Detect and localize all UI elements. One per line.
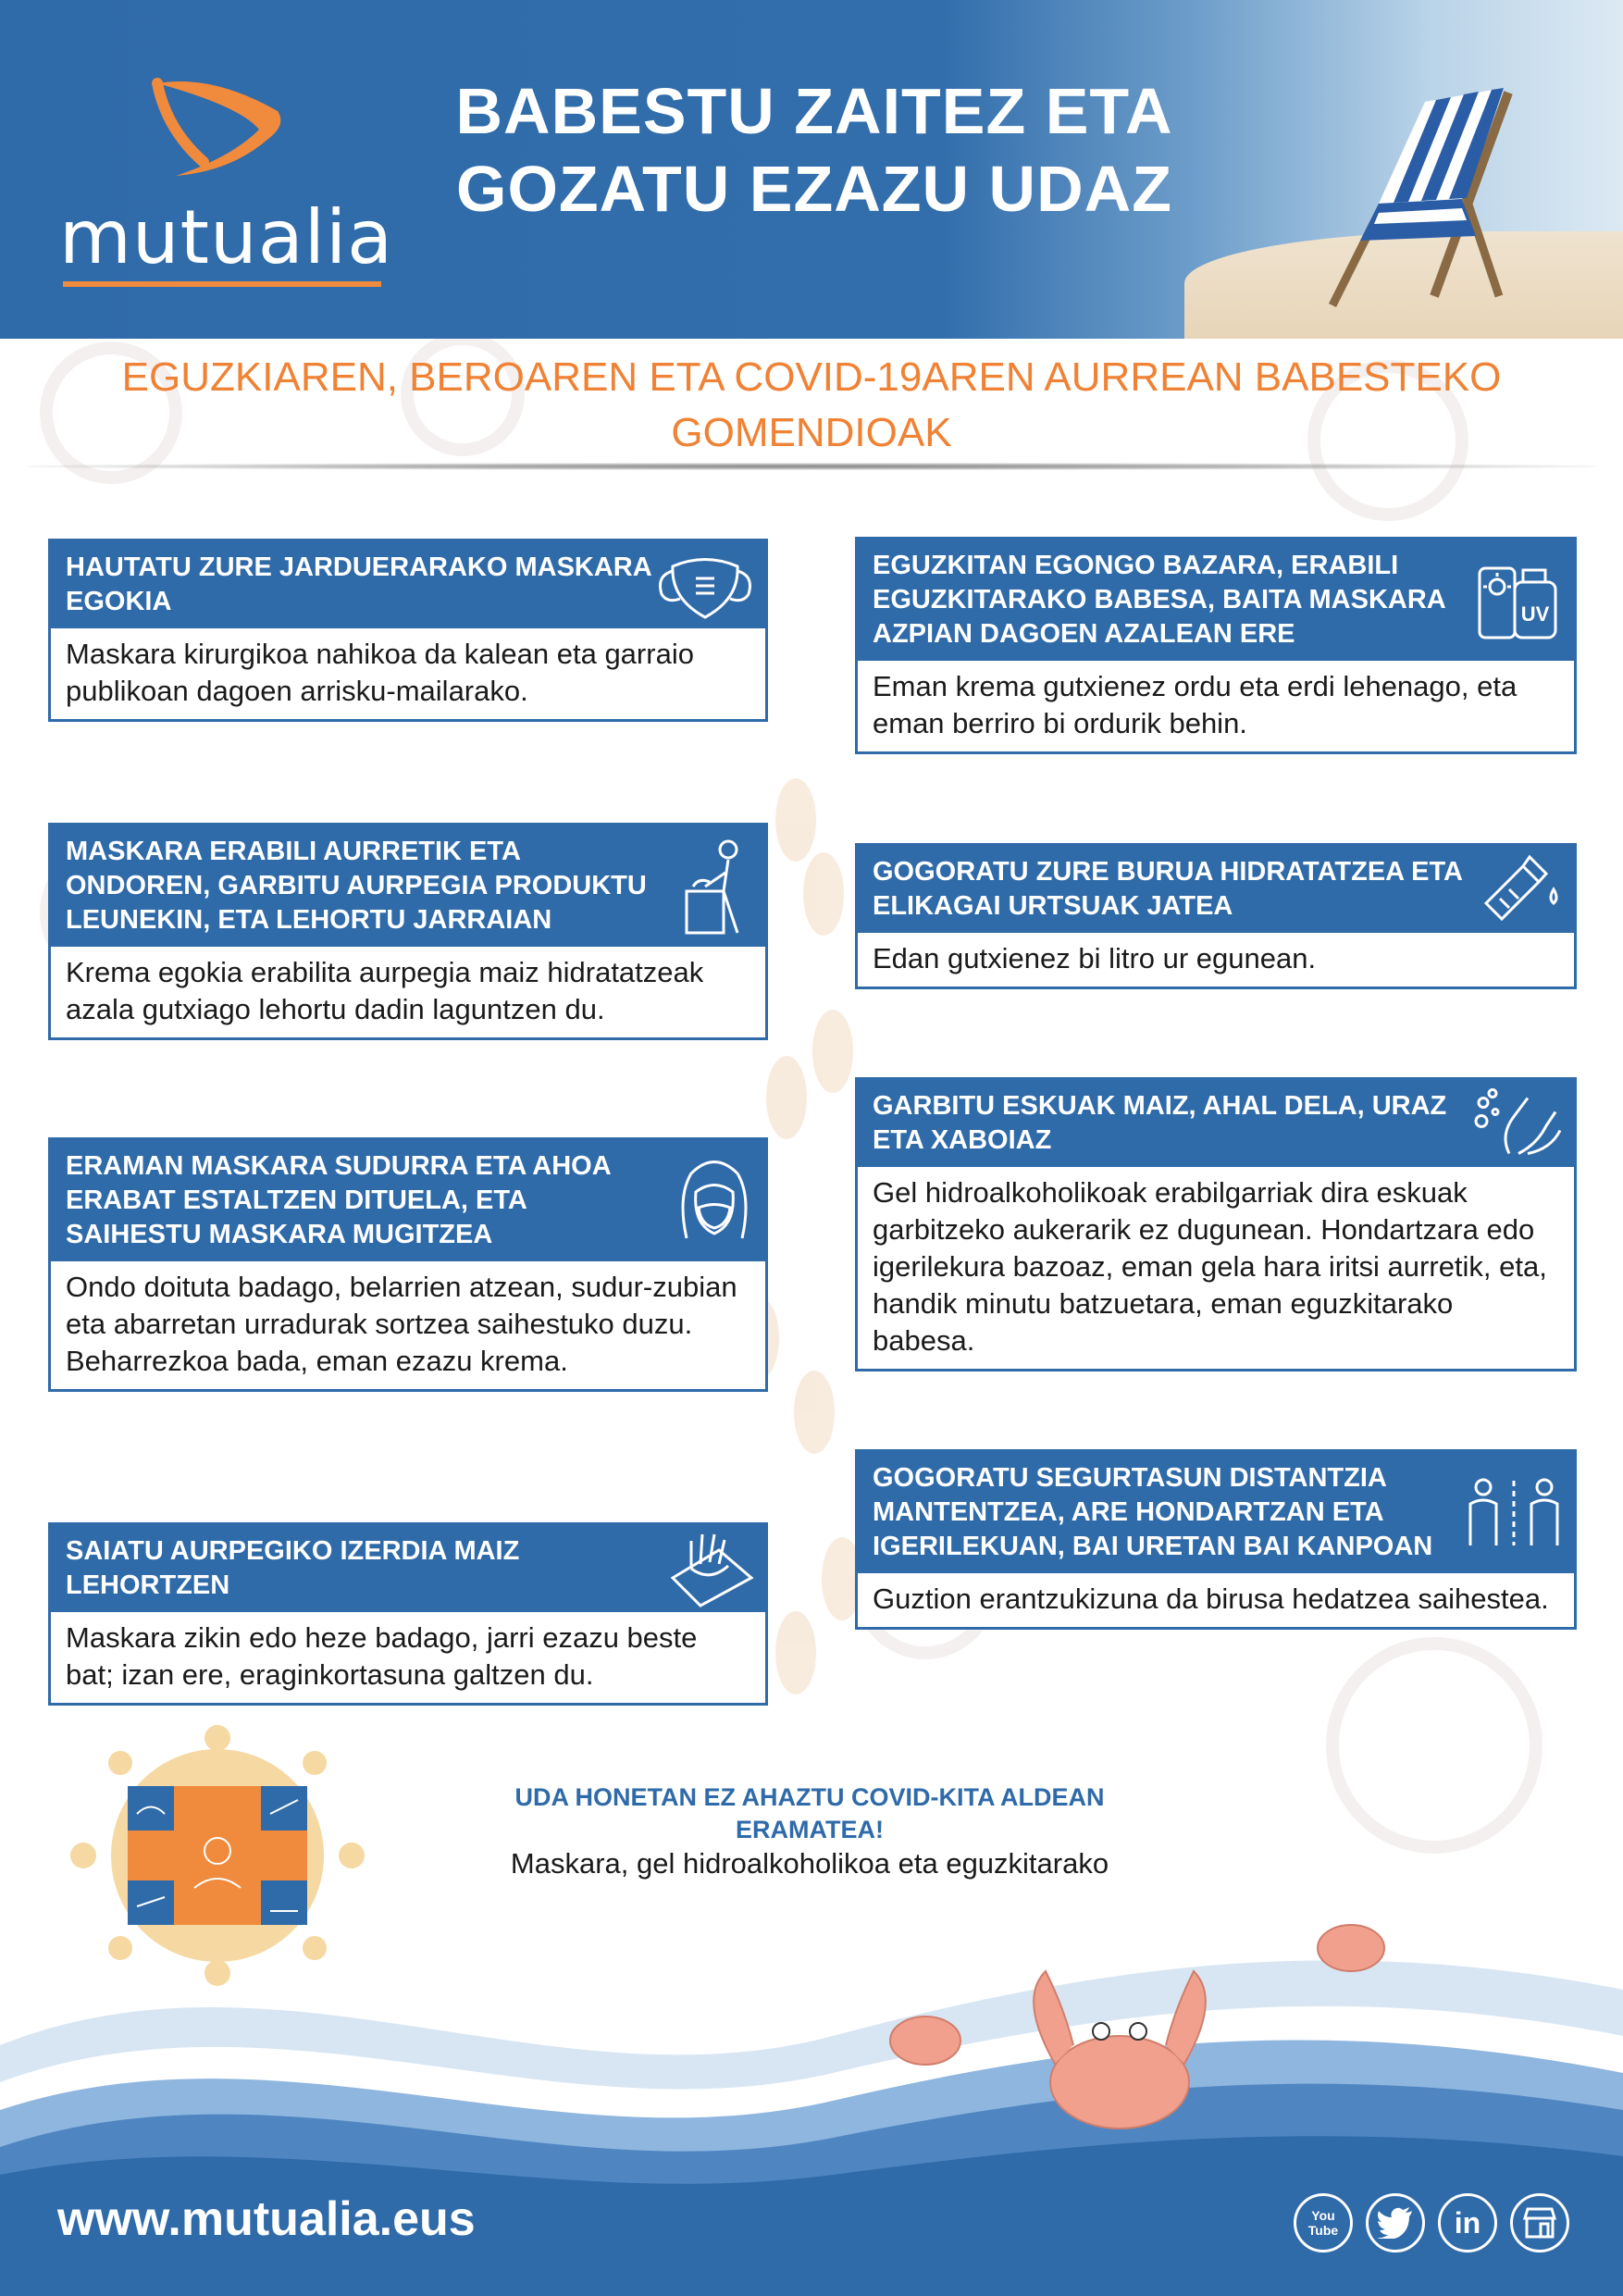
tip-card-title: HAUTATU ZURE JARDUERARAKO MASKARA EGOKIA — [66, 552, 651, 616]
tip-card-body: Maskara zikin edo heze badago, jarri ezazu beste bat; izan ere, eraginkortasuna galtzen du. — [66, 1621, 698, 1691]
water-bottle-icon — [1472, 848, 1565, 931]
tip-card-distance — [855, 1449, 1577, 1630]
tip-card-header — [51, 1140, 765, 1261]
page-title — [389, 72, 1240, 228]
uv-label: UV — [1520, 602, 1550, 626]
tip-card-title: EGUZKITAN EGONGO BAZARA, ERABILI EGUZKITARAKO BABESA, BAITA MASKARA AZPIAN DAGOEN AZALEAN ERE — [873, 551, 1445, 649]
masked-face-icon — [673, 1150, 756, 1252]
tip-card-hydrate — [855, 843, 1577, 989]
towel-hand-icon — [663, 1527, 756, 1610]
kit-text: Maskara, gel hidroalkoholikoa eta eguzkitarako — [510, 1847, 1109, 1880]
twitter-icon[interactable] — [1366, 2193, 1425, 2253]
tip-card-dry-sweat — [48, 1522, 768, 1706]
tip-card-header — [51, 825, 765, 947]
tip-card-body: Edan gutxienez bi litro ur egunean. — [873, 942, 1317, 974]
mutualia-logo-icon — [139, 74, 305, 185]
divider — [28, 463, 1595, 470]
shop-glyph — [1522, 2207, 1557, 2239]
youtube-label: You Tube — [1307, 2208, 1339, 2238]
hand-washing-icon — [1472, 1085, 1565, 1163]
linkedin-label: in — [1454, 2206, 1481, 2240]
tip-card-title: GOGORATU SEGURTASUN DISTANTZIA MANTENTZEA, ARE HONDARTZAN ETA IGERILEKUAN, BAI URETAN BAI KANPOAN — [873, 1463, 1433, 1561]
tip-card-wash-face — [48, 823, 768, 1040]
tip-card-body: Krema egokia erabilita aurpegia maiz hidratatzeak azala gutxiago lehortu dadin laguntzen du. — [66, 956, 704, 1025]
tip-card-header — [858, 1452, 1574, 1573]
tip-card-body: Maskara kirurgikoa nahikoa da kalean eta garraio publikoan dagoen arrisku-mailarako. — [66, 638, 694, 707]
tip-card-title: GOGORATU ZURE BURUA HIDRATATZEA ETA ELIKAGAI URTSUAK JATEA — [873, 857, 1462, 921]
washing-person-icon — [682, 836, 756, 937]
kit-title: UDA HONETAN EZ AHAZTU COVID-KITA ALDEAN ERAMATEA! — [514, 1783, 1105, 1843]
youtube-icon[interactable] — [1294, 2193, 1353, 2253]
tip-card-header — [51, 1525, 765, 1612]
tip-card-title: GARBITU ESKUAK MAIZ, AHAL DELA, URAZ ETA XABOIAZ — [873, 1091, 1447, 1155]
tip-card-body: Ondo doituta badago, belarrien atzean, sudur-zubian eta abarretan urradurak sortzea saihestuko duzu. Beharrezkoa bada, eman ezazu krema. — [66, 1271, 737, 1377]
shop-icon[interactable] — [1510, 2193, 1569, 2253]
face-mask-icon — [654, 548, 756, 622]
title-line-1: BABESTU ZAITEZ ETA — [455, 75, 1173, 147]
tip-card-header — [51, 541, 765, 628]
social-distance-icon — [1463, 1476, 1565, 1550]
header-banner — [0, 0, 1623, 339]
tip-card-header — [858, 540, 1574, 661]
linkedin-icon[interactable] — [1438, 2193, 1497, 2253]
subtitle: EGUZKIAREN, BEROAREN ETA COVID-19AREN AURREAN BABESTEKO GOMENDIOAK — [121, 354, 1502, 455]
tip-card-title: MASKARA ERABILI AURRETIK ETA ONDOREN, GARBITU AURPEGIA PRODUKTU LEUNEKIN, ETA LEHORTU JARRAIAN — [66, 837, 647, 935]
tip-card-header — [858, 1080, 1574, 1167]
twitter-bird-glyph — [1377, 2207, 1414, 2239]
beach-chair-illustration — [1277, 74, 1555, 324]
title-line-2: GOZATU EZAZU UDAZ — [456, 153, 1172, 225]
sunscreen-uv-icon — [1472, 559, 1565, 642]
logo-text: mutualia — [59, 194, 394, 280]
tip-card-mask-choice — [48, 539, 768, 722]
footer-url[interactable]: www.mutualia.eus — [57, 2192, 476, 2246]
tip-card-hand-wash — [855, 1077, 1577, 1371]
logo-underline — [63, 281, 381, 287]
tip-card-body: Guztion erantzukizuna da birusa hedatzea saihestea. — [873, 1582, 1549, 1615]
tip-card-title: SAIATU AURPEGIKO IZERDIA MAIZ LEHORTZEN — [66, 1536, 520, 1600]
tip-card-title: ERAMAN MASKARA SUDURRA ETA AHOA ERABAT ESTALTZEN DITUELA, ETA SAIHESTU MASKARA MUGITZEA — [66, 1151, 611, 1249]
tip-card-body: Eman krema gutxienez ordu eta erdi lehenago, eta eman berriro bi ordurik behin. — [873, 670, 1518, 739]
tip-card-header — [858, 846, 1574, 933]
tip-card-body: Gel hidroalkoholikoak erabilgarriak dira eskuak garbitzeko aukerarik ez dugunean. Hondartzara edo igerilekura bazoaz, eman gela hara iritsi aurretik, eta, handik minutu batzuetara, eman eguzkitarako babesa. — [873, 1176, 1547, 1357]
tip-card-mask-fit — [48, 1137, 768, 1392]
tip-card-sunscreen — [855, 537, 1577, 754]
